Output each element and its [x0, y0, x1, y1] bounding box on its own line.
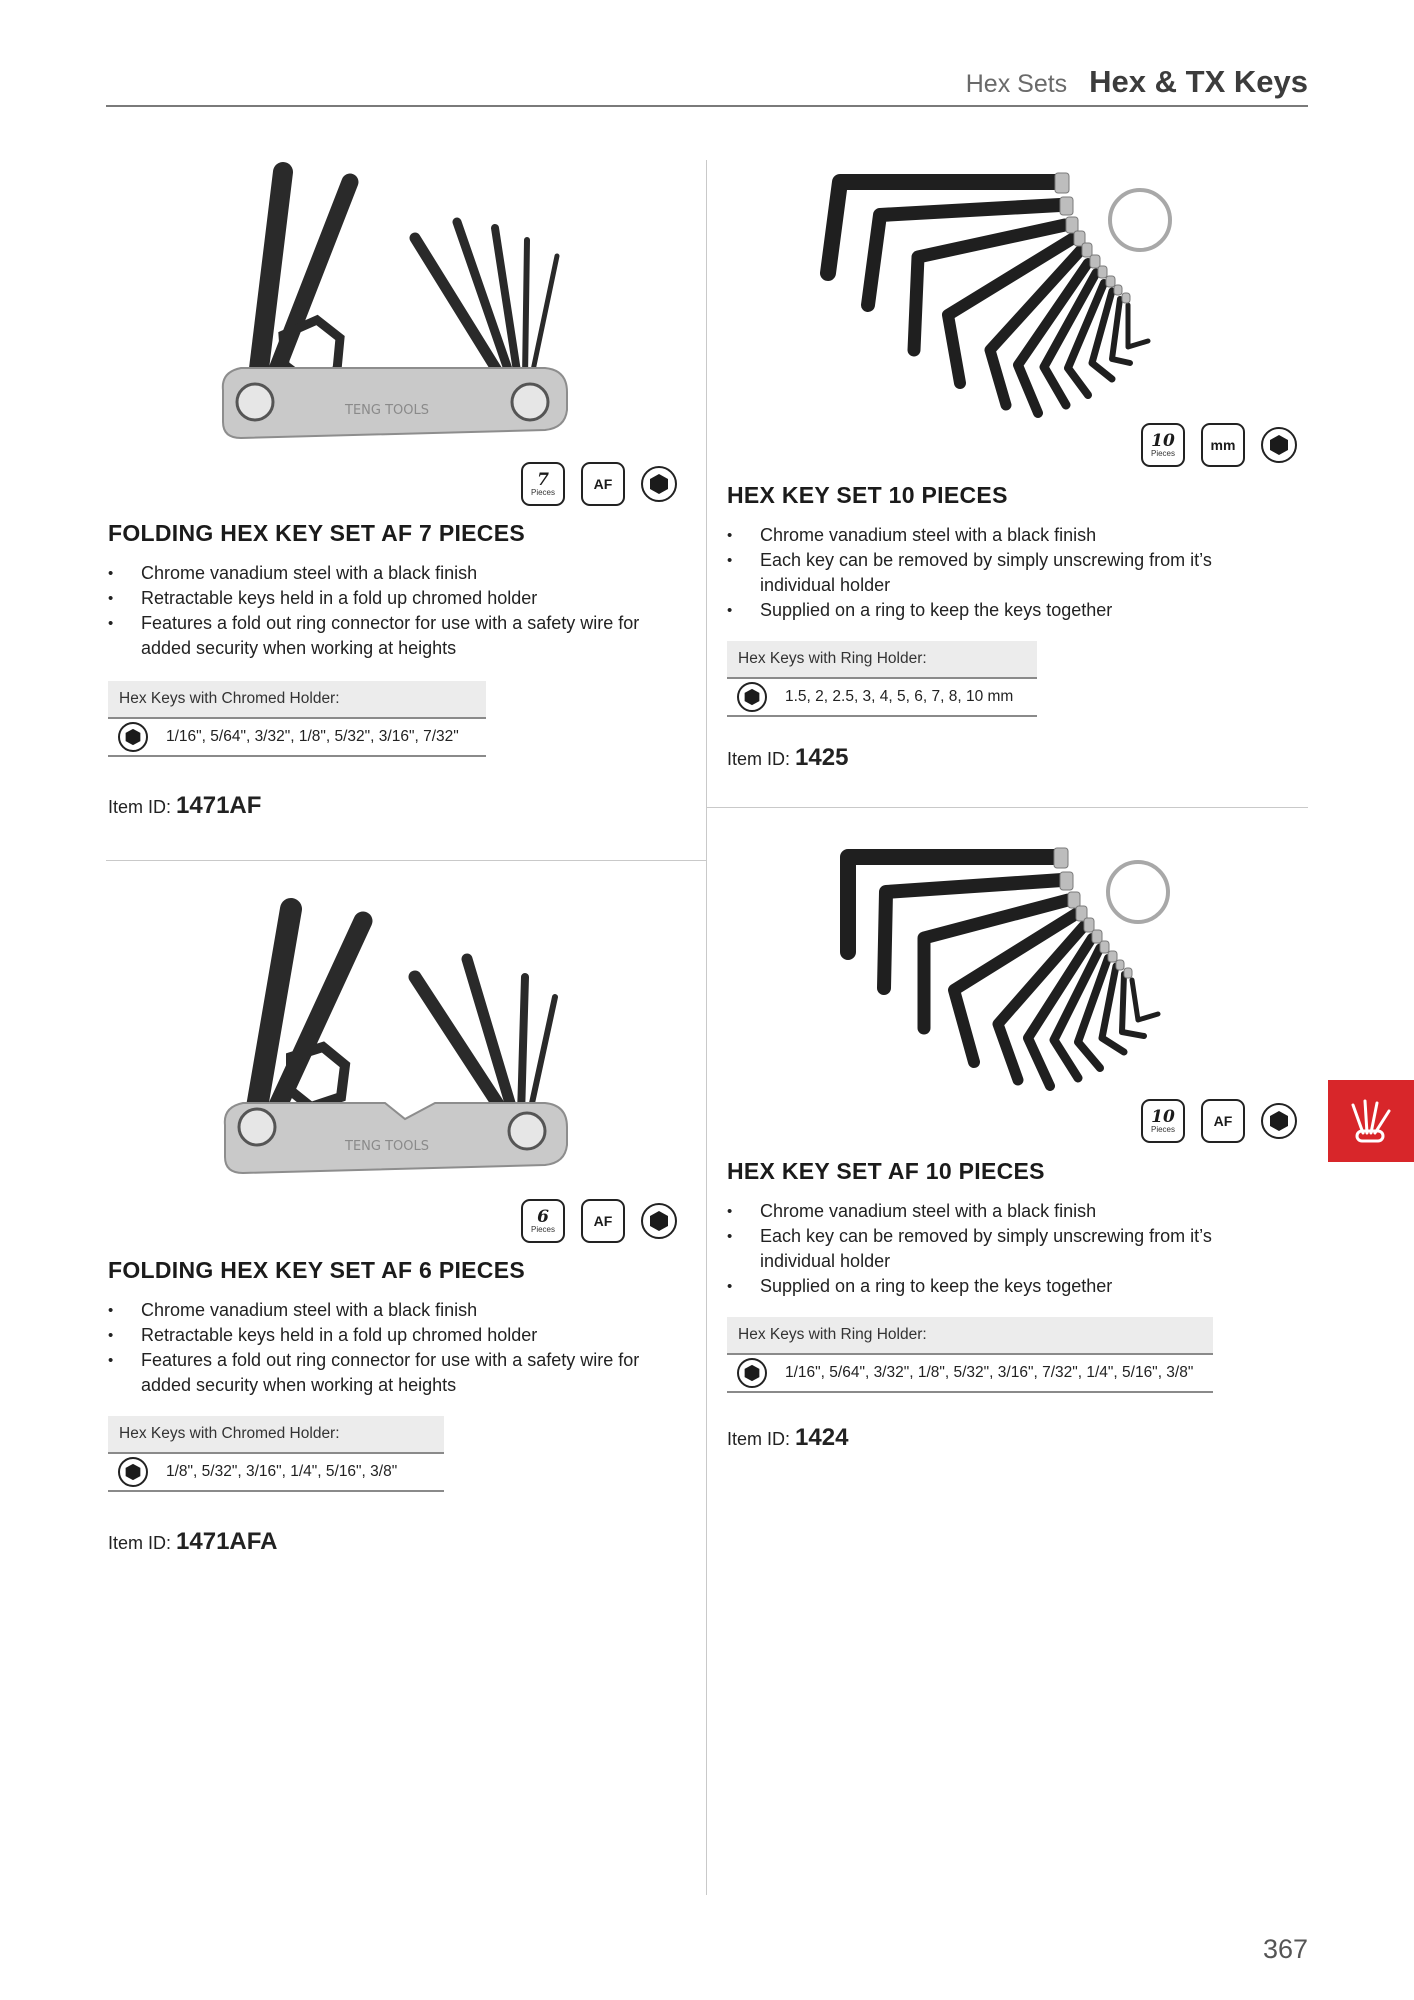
pieces-badge — [521, 1199, 565, 1243]
size-type-label: mm — [1210, 437, 1236, 453]
hex-key-ring-set-image — [828, 840, 1198, 1105]
folding-hex-key-set-image — [205, 897, 605, 1182]
size-type-label: AF — [593, 476, 613, 492]
item-id — [108, 1528, 277, 1556]
header-divider — [106, 105, 1308, 107]
size-type-label: AF — [593, 1213, 613, 1229]
hex-icon — [118, 722, 148, 752]
spec-sizes: 1/16", 5/64", 3/32", 1/8", 5/32", 3/16", 7/32" — [166, 728, 459, 745]
hex-icon — [1261, 427, 1297, 463]
spec-row — [108, 1454, 444, 1492]
hex-icon — [737, 682, 767, 712]
svg-text:TENG TOOLS: TENG TOOLS — [345, 1139, 429, 1154]
size-type-badge — [1201, 1099, 1245, 1143]
column-divider — [706, 160, 707, 1895]
spec-header: Hex Keys with Ring Holder: — [727, 1317, 1213, 1355]
item-id-label: Item ID: — [108, 797, 172, 817]
pieces-badge — [1141, 1099, 1185, 1143]
feature-item: • Each key can be removed by simply unscrewing from it’s individual holder — [727, 1224, 1287, 1274]
spec-table — [108, 1416, 444, 1492]
spec-sizes: 1/16", 5/64", 3/32", 1/8", 5/32", 3/16", 7/32", 1/4", 5/16", 3/8" — [785, 1364, 1194, 1381]
hex-icon — [641, 1203, 677, 1239]
size-type-label: AF — [1213, 1113, 1233, 1129]
feature-list — [108, 561, 688, 661]
spec-table — [108, 681, 486, 757]
badge-group — [521, 1199, 677, 1243]
spec-table — [727, 1317, 1213, 1393]
feature-item: • Chrome vanadium steel with a black finish — [108, 561, 688, 586]
badge-group — [521, 462, 677, 506]
feature-list — [108, 1298, 688, 1398]
hex-key-ring-set-image — [810, 165, 1180, 430]
page-header — [966, 64, 1308, 100]
pieces-count: 10 — [1151, 1106, 1175, 1127]
product-title: FOLDING HEX KEY SET AF 6 PIECES — [108, 1257, 525, 1283]
item-id — [108, 792, 261, 820]
pieces-badge — [521, 462, 565, 506]
feature-item: • Retractable keys held in a fold up chromed holder — [108, 1323, 688, 1348]
feature-item: • Each key can be removed by simply unscrewing from it’s individual holder — [727, 548, 1287, 598]
feature-item: • Supplied on a ring to keep the keys together — [727, 1274, 1287, 1299]
item-id-label: Item ID: — [727, 749, 791, 769]
item-id-value: 1471AF — [176, 792, 262, 819]
item-id-label: Item ID: — [108, 1533, 172, 1553]
item-id — [727, 1424, 848, 1452]
feature-list — [727, 1199, 1287, 1299]
size-type-badge — [581, 1199, 625, 1243]
badge-group — [1141, 1099, 1297, 1143]
spec-row — [727, 1355, 1213, 1393]
feature-item: • Chrome vanadium steel with a black finish — [108, 1298, 688, 1323]
feature-item: • Chrome vanadium steel with a black finish — [727, 1199, 1287, 1224]
spec-sizes: 1/8", 5/32", 3/16", 1/4", 5/16", 3/8" — [166, 1463, 398, 1480]
hex-icon — [118, 1457, 148, 1487]
pieces-count: 6 — [537, 1206, 549, 1227]
hex-icon — [737, 1358, 767, 1388]
pieces-count: 7 — [537, 469, 549, 490]
item-id-value: 1425 — [795, 744, 849, 771]
feature-item: • Features a fold out ring connector for use with a safety wire for added security when working at heights — [108, 611, 688, 661]
section-title: Hex Sets — [965, 70, 1068, 98]
item-id-label: Item ID: — [727, 1429, 791, 1449]
spec-header: Hex Keys with Ring Holder: — [727, 641, 1037, 679]
product-title: HEX KEY SET AF 10 PIECES — [727, 1158, 1045, 1184]
badge-group — [1141, 423, 1297, 467]
pieces-label: Pieces — [530, 1224, 555, 1234]
item-id-value: 1471AFA — [176, 1528, 278, 1555]
product-title: FOLDING HEX KEY SET AF 7 PIECES — [108, 520, 525, 546]
size-type-badge — [581, 462, 625, 506]
pieces-label: Pieces — [530, 487, 555, 497]
product-title: HEX KEY SET 10 PIECES — [727, 482, 1008, 508]
pieces-label: Pieces — [1150, 1124, 1175, 1134]
feature-item: • Retractable keys held in a fold up chromed holder — [108, 586, 688, 611]
svg-text:TENG TOOLS: TENG TOOLS — [345, 403, 429, 418]
spec-header: Hex Keys with Chromed Holder: — [108, 681, 486, 719]
page-number: 367 — [1262, 1934, 1308, 1964]
item-id — [727, 744, 848, 772]
feature-item: • Supplied on a ring to keep the keys together — [727, 598, 1287, 623]
feature-item: • Features a fold out ring connector for use with a safety wire for added security when working at heights — [108, 1348, 688, 1398]
pieces-label: Pieces — [1150, 448, 1175, 458]
pieces-badge — [1141, 423, 1185, 467]
spec-row — [108, 719, 486, 757]
folding-hex-key-icon — [1343, 1093, 1399, 1149]
row-divider-left — [106, 860, 706, 861]
item-id-value: 1424 — [795, 1424, 849, 1451]
section-side-tab[interactable] — [1328, 1080, 1414, 1162]
feature-list — [727, 523, 1287, 623]
folding-hex-key-set-image — [205, 160, 605, 450]
spec-table — [727, 641, 1037, 717]
spec-header: Hex Keys with Chromed Holder: — [108, 1416, 444, 1454]
size-type-badge — [1201, 423, 1245, 467]
feature-item: • Chrome vanadium steel with a black finish — [727, 523, 1287, 548]
hex-icon — [1261, 1103, 1297, 1139]
row-divider-right — [707, 807, 1308, 808]
spec-sizes: 1.5, 2, 2.5, 3, 4, 5, 6, 7, 8, 10 mm — [785, 688, 1014, 705]
spec-row — [727, 679, 1037, 717]
pieces-count: 10 — [1151, 430, 1175, 451]
hex-icon — [641, 466, 677, 502]
category-title: Hex & TX Keys — [1089, 64, 1308, 99]
